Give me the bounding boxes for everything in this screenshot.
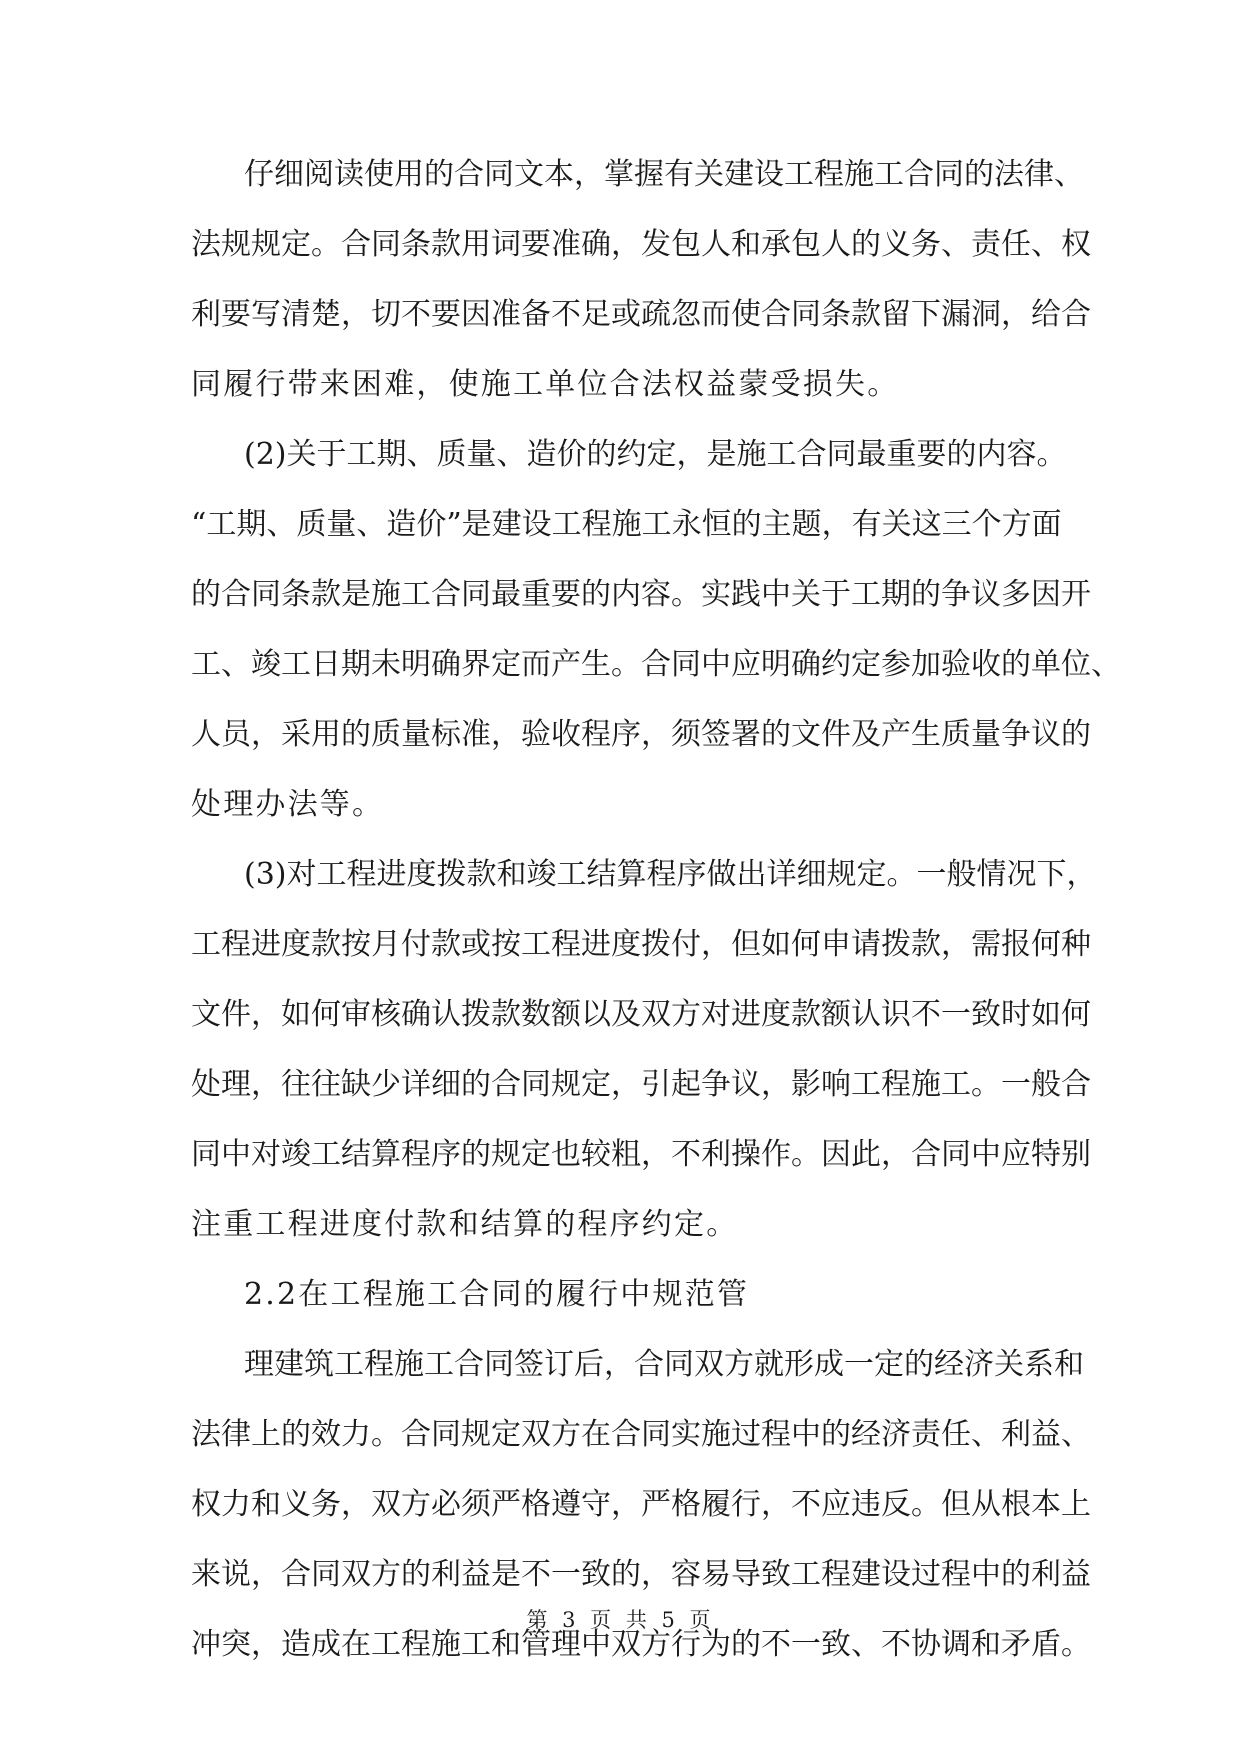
text-line: 仔细阅读使用的合同文本，掌握有关建设工程施工合同的法律、 <box>244 157 1084 192</box>
text-line: 工程进度款按月付款或按工程进度拨付，但如何申请拨款，需报何种 <box>191 927 1091 962</box>
text-line: 注重工程进度付款和结算的程序约定。 <box>191 1207 739 1242</box>
body-text <box>191 140 1121 1680</box>
text-line: 的合同条款是施工合同最重要的内容。实践中关于工期的争议多因开 <box>191 577 1091 612</box>
text-line: 处理，往往缺少详细的合同规定，引起争议，影响工程施工。一般合 <box>191 1067 1091 1102</box>
text-line: (2)关于工期、质量、造价的约定，是施工合同最重要的内容。 <box>244 437 1067 472</box>
section-heading: 2.2在工程施工合同的履行中规范管 <box>244 1277 750 1312</box>
text-line: 理建筑工程施工合同签订后，合同双方就形成一定的经济关系和 <box>244 1347 1084 1382</box>
text-line: 同履行带来困难，使施工单位合法权益蒙受损失。 <box>191 367 900 402</box>
text-line: 权力和义务，双方必须严格遵守，严格履行，不应违反。但从根本上 <box>191 1487 1091 1522</box>
text-line: 法律上的效力。合同规定双方在合同实施过程中的经济责任、利益、 <box>191 1417 1091 1452</box>
text-line: 处理办法等。 <box>191 787 385 822</box>
page-number-footer: 第 3 页 共 5 页 <box>526 1608 715 1632</box>
text-line: “工期、质量、造价”是建设工程施工永恒的主题，有关这三个方面 <box>191 507 1062 542</box>
text-line: 文件，如何审核确认拨款数额以及双方对进度款额认识不一致时如何 <box>191 997 1091 1032</box>
text-line: 冲突，造成在工程施工和管理中双方行为的不一致、不协调和矛盾。 <box>191 1627 1091 1662</box>
text-line: 来说，合同双方的利益是不一致的，容易导致工程建设过程中的利益 <box>191 1557 1091 1592</box>
text-line: 同中对竣工结算程序的规定也较粗，不利操作。因此，合同中应特别 <box>191 1137 1091 1172</box>
text-line: 工、竣工日期未明确界定而产生。合同中应明确约定参加验收的单位、 <box>191 647 1121 682</box>
text-line: 法规规定。合同条款用词要准确，发包人和承包人的义务、责任、权 <box>191 227 1091 262</box>
text-line: (3)对工程进度拨款和竣工结算程序做出详细规定。一般情况下， <box>244 857 1097 892</box>
text-line: 人员，采用的质量标准，验收程序，须签署的文件及产生质量争议的 <box>191 717 1091 752</box>
text-line: 利要写清楚，切不要因准备不足或疏忽而使合同条款留下漏洞，给合 <box>191 297 1091 332</box>
